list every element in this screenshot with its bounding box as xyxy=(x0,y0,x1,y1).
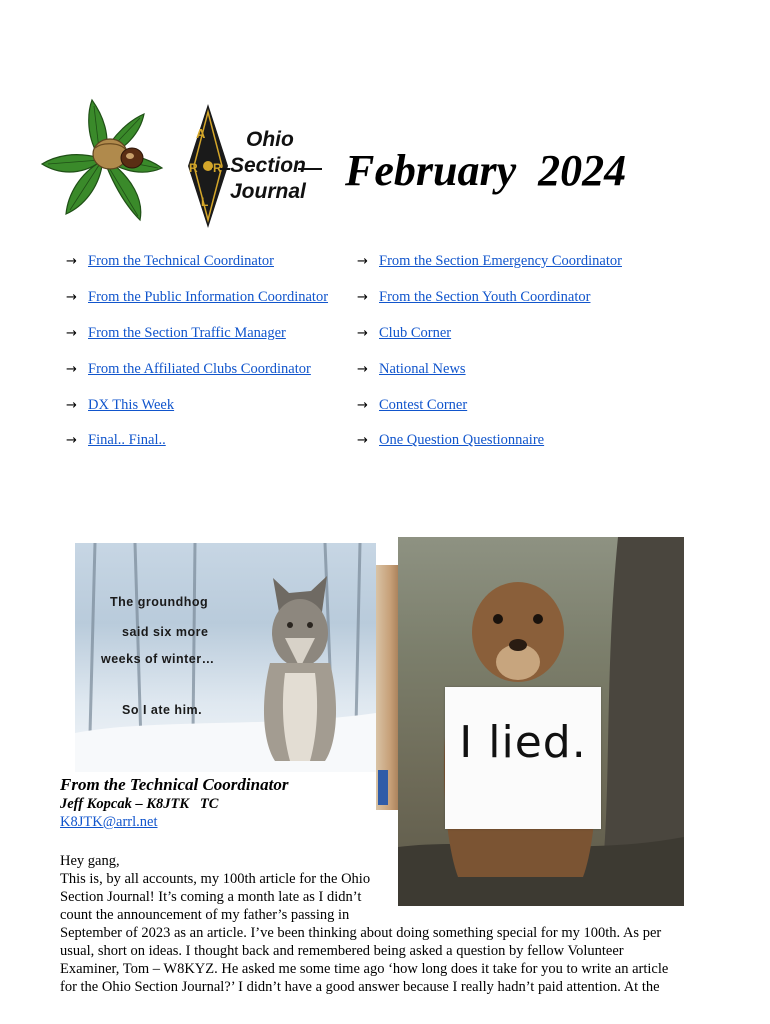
toc-link-traffic-manager[interactable]: From the Section Traffic Manager xyxy=(88,325,286,341)
toc-link-technical-coordinator[interactable]: From the Technical Coordinator xyxy=(88,253,274,269)
groundhog-meme-image xyxy=(398,537,684,906)
partial-photo-object xyxy=(378,770,388,805)
toc-item-national-news xyxy=(357,360,466,379)
wolf-meme-image xyxy=(75,543,376,772)
toc-item-final xyxy=(66,431,166,450)
arrow-icon: → xyxy=(357,433,368,448)
author-email-link[interactable]: K8JTK@arrl.net xyxy=(60,814,158,830)
arrow-icon: → xyxy=(357,398,368,413)
arrow-icon: → xyxy=(357,254,368,269)
arrow-icon: → xyxy=(357,326,368,341)
logo-line-section: Section xyxy=(230,154,306,177)
arrow-icon: → xyxy=(66,362,77,377)
ohio-section-journal-logo xyxy=(40,96,330,231)
article-line: Hey gang, xyxy=(60,853,120,869)
logo-line-journal: Journal xyxy=(230,180,306,203)
toc-item-club-corner xyxy=(357,324,451,343)
article-line: This is, by all accounts, my 100th article for the Ohio xyxy=(60,871,371,887)
arrow-icon: → xyxy=(66,326,77,341)
article-line: September of 2023 as an article. I’ve been thinking about doing something special for my 100th. As per xyxy=(60,925,662,941)
toc-link-affiliated-clubs[interactable]: From the Affiliated Clubs Coordinator xyxy=(88,361,311,377)
diamond-letter-l: L xyxy=(201,195,209,209)
toc-link-national-news[interactable]: National News xyxy=(379,361,466,377)
diamond-letter-r1: R xyxy=(189,161,198,175)
toc-item-public-information xyxy=(66,288,328,307)
toc-item-dx-this-week xyxy=(66,396,174,415)
diamond-letter-a: A xyxy=(196,126,206,141)
arrow-icon: → xyxy=(357,362,368,377)
toc-link-dx-this-week[interactable]: DX This Week xyxy=(88,397,175,413)
toc-item-youth-coordinator xyxy=(357,288,590,307)
toc-link-one-question[interactable]: One Question Questionnaire xyxy=(379,432,545,448)
wolf-caption-line-4: So I ate him. xyxy=(122,703,203,717)
toc-link-public-information[interactable]: From the Public Information Coordinator xyxy=(88,289,329,305)
arrow-icon: → xyxy=(66,254,77,269)
toc-item-traffic-manager xyxy=(66,324,286,343)
toc-link-final[interactable]: Final.. Final.. xyxy=(88,432,166,448)
wolf-caption-line-1: The groundhog xyxy=(110,595,209,609)
article-line: Section Journal! It’s coming a month late as I didn’t xyxy=(60,889,362,905)
toc-link-youth-coordinator[interactable]: From the Section Youth Coordinator xyxy=(379,289,591,305)
toc-item-emergency-coordinator xyxy=(357,252,622,271)
article-line: usual, short on ideas. I thought back and remembered being asked a question by fellow Volunteer xyxy=(60,943,624,959)
arrow-icon: → xyxy=(66,290,77,305)
toc-item-contest-corner xyxy=(357,396,467,415)
toc-link-emergency-coordinator[interactable]: From the Section Emergency Coordinator xyxy=(379,253,622,269)
wolf-caption-line-2: said six more xyxy=(122,625,209,639)
partial-photo xyxy=(376,565,400,810)
toc-item-technical-coordinator xyxy=(66,252,274,271)
arrow-icon: → xyxy=(66,398,77,413)
section-heading: From the Technical Coordinator xyxy=(60,775,289,794)
groundhog-sign-text: I lied. xyxy=(459,717,587,768)
author-email xyxy=(60,814,158,831)
diamond-letter-r2: R xyxy=(213,161,222,175)
wolf-caption-line-3: weeks of winter… xyxy=(101,652,215,666)
toc-link-contest-corner[interactable]: Contest Corner xyxy=(379,397,468,413)
toc-link-club-corner[interactable]: Club Corner xyxy=(379,325,452,341)
logo-line-ohio: Ohio xyxy=(246,128,294,151)
article-line: for the Ohio Section Journal?’ I didn’t have a good answer because I really hadn’t paid attention. At the xyxy=(60,979,660,995)
author-line: Jeff Kopcak – K8JTK TC xyxy=(60,796,219,812)
article-line: count the announcement of my father’s passing in xyxy=(60,907,350,923)
groundhog-sign xyxy=(445,687,601,829)
arrow-icon: → xyxy=(357,290,368,305)
toc-item-one-question xyxy=(357,431,544,450)
issue-title: February 2024 xyxy=(345,146,627,195)
arrow-icon: → xyxy=(66,433,77,448)
toc-item-affiliated-clubs xyxy=(66,360,311,379)
article-line: Examiner, Tom – W8KYZ. He asked me some time ago ‘how long does it take for you to write an article xyxy=(60,961,669,977)
